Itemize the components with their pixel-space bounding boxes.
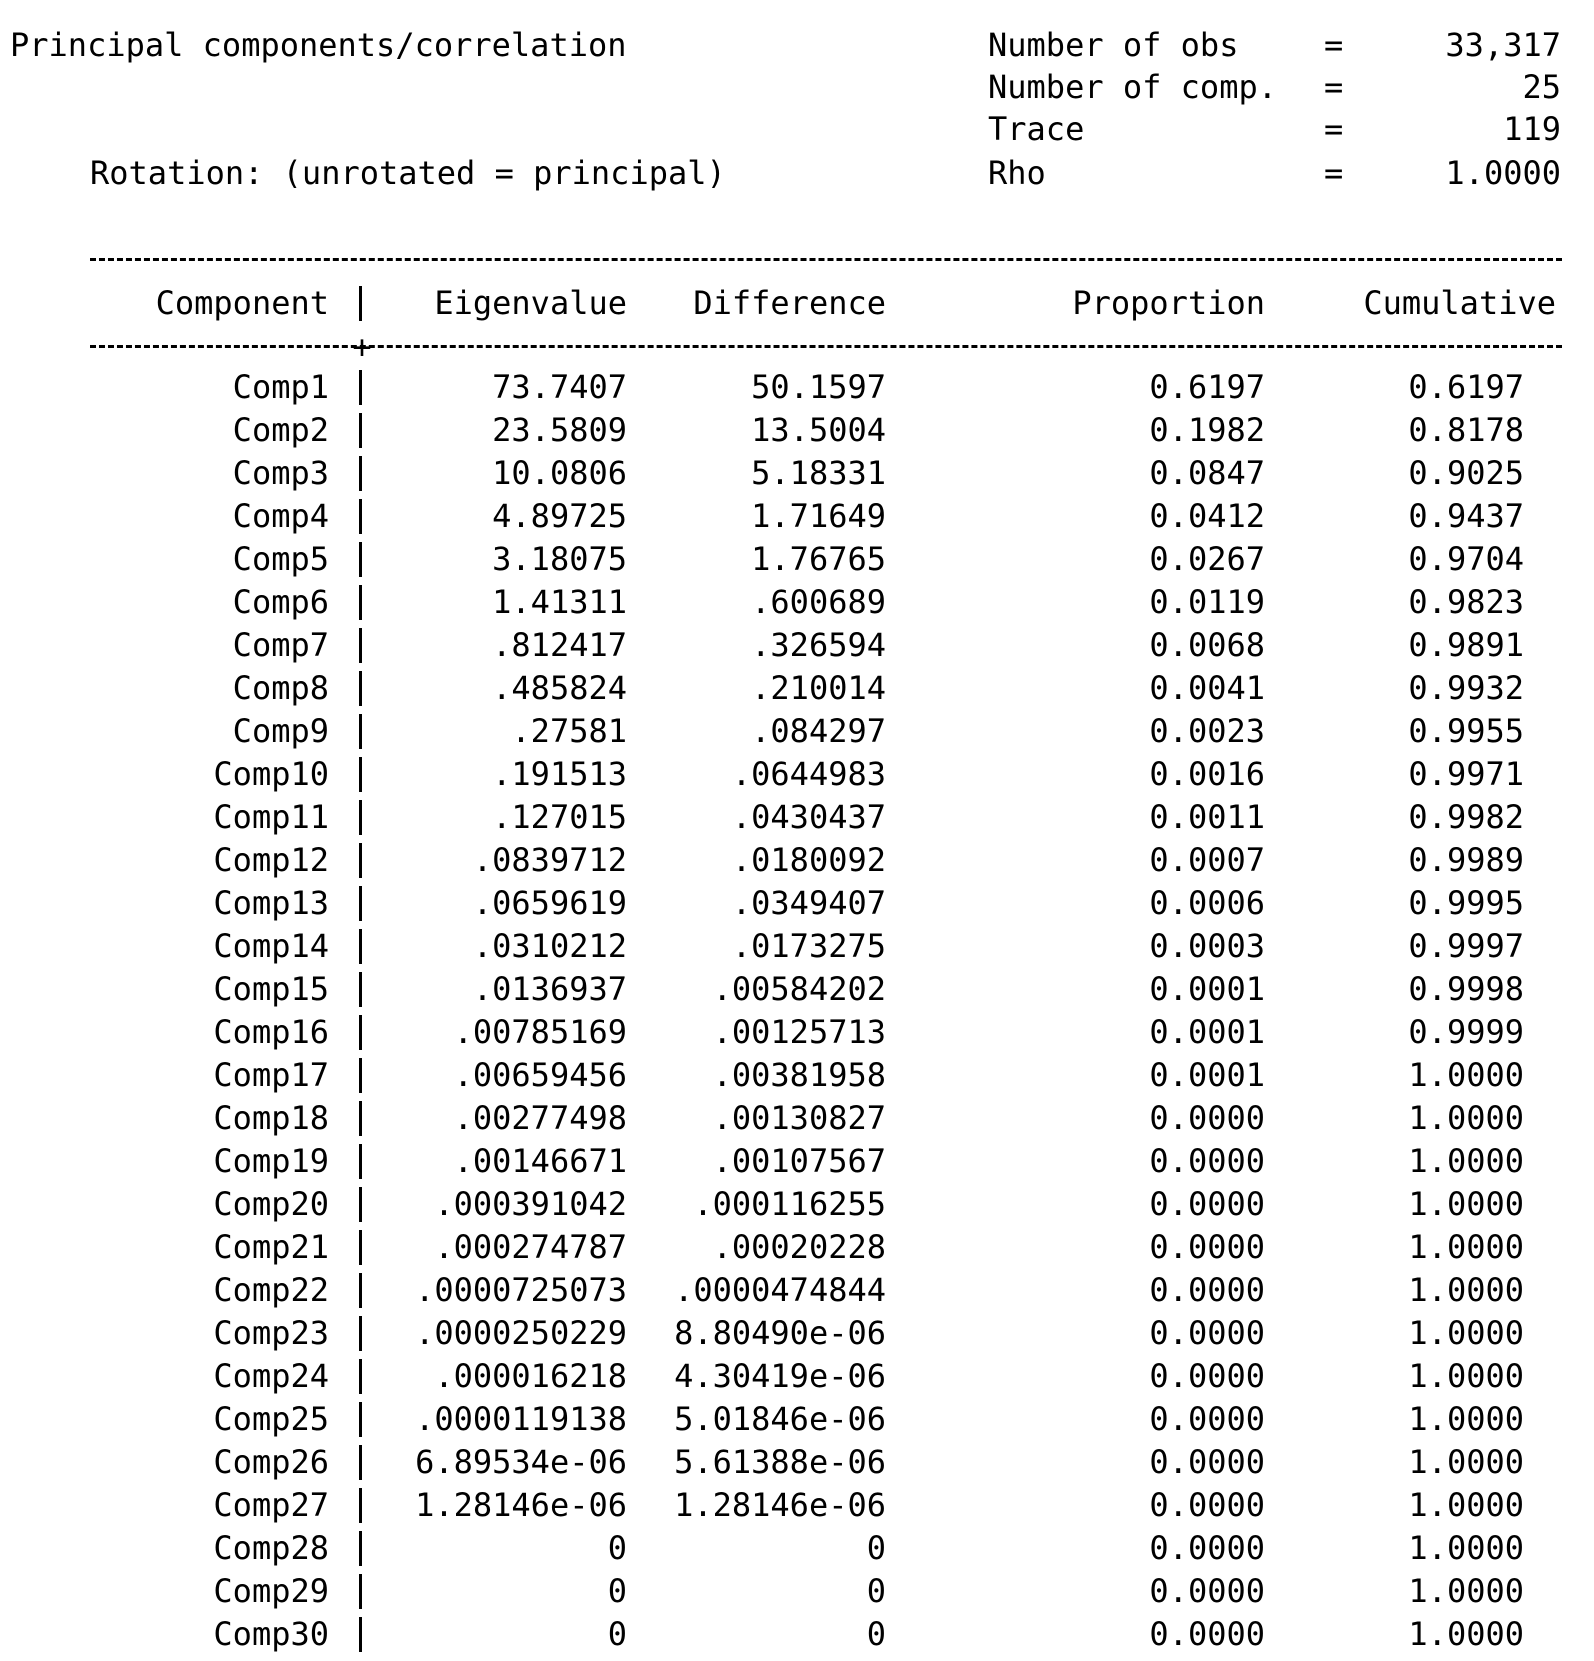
cell-proportion: 0.0267: [1149, 540, 1265, 578]
table-header-rule: [90, 345, 1562, 348]
cell-eigenvalue: 4.89725: [492, 497, 627, 535]
column-divider: [359, 843, 362, 878]
cell-cumulative: 0.9995: [1408, 884, 1524, 922]
cell-component: Comp26: [213, 1443, 329, 1481]
cell-difference: .0180092: [731, 841, 886, 879]
column-divider: [359, 800, 362, 835]
cell-difference: .0173275: [731, 927, 886, 965]
table-row: [0, 1613, 1594, 1656]
table-row: [0, 1398, 1594, 1441]
stat-value-comp: 25: [1522, 68, 1561, 106]
cell-eigenvalue: .0659619: [472, 884, 627, 922]
cell-eigenvalue: 3.18075: [492, 540, 627, 578]
output-title: Principal components/correlation: [10, 26, 627, 64]
cell-component: Comp13: [213, 884, 329, 922]
column-divider: [359, 671, 362, 706]
table-row: [0, 1054, 1594, 1097]
cell-proportion: 0.0006: [1149, 884, 1265, 922]
cell-cumulative: 0.9704: [1408, 540, 1524, 578]
table-row: [0, 1011, 1594, 1054]
table-header: [0, 282, 1594, 325]
column-divider: [359, 886, 362, 921]
cell-component: Comp15: [213, 970, 329, 1008]
cell-component: Comp10: [213, 755, 329, 793]
column-divider: [359, 1402, 362, 1437]
cell-proportion: 0.0000: [1149, 1185, 1265, 1223]
cell-eigenvalue: 0: [607, 1529, 627, 1567]
cell-cumulative: 1.0000: [1408, 1228, 1524, 1266]
cell-component: Comp21: [213, 1228, 329, 1266]
cell-eigenvalue: .27581: [511, 712, 627, 750]
cell-eigenvalue: .00277498: [453, 1099, 627, 1137]
column-divider: [359, 370, 362, 405]
column-divider: [359, 1230, 362, 1265]
table-row: [0, 839, 1594, 882]
cell-proportion: 0.0007: [1149, 841, 1265, 879]
cell-difference: 8.80490e-06: [674, 1314, 886, 1352]
column-divider: [359, 972, 362, 1007]
column-divider: [359, 1273, 362, 1308]
column-divider: [359, 1359, 362, 1394]
cell-proportion: 0.0000: [1149, 1228, 1265, 1266]
cell-eigenvalue: 1.41311: [492, 583, 627, 621]
column-divider: [359, 413, 362, 448]
table-row: [0, 796, 1594, 839]
cell-eigenvalue: 73.7407: [492, 368, 627, 406]
cell-proportion: 0.0003: [1149, 927, 1265, 965]
header-component: Component: [155, 284, 329, 322]
cell-component: Comp11: [213, 798, 329, 836]
cell-component: Comp30: [213, 1615, 329, 1653]
column-divider: [359, 585, 362, 620]
cell-cumulative: 1.0000: [1408, 1056, 1524, 1094]
stat-value-trace: 119: [1503, 110, 1561, 148]
cell-proportion: 0.0011: [1149, 798, 1265, 836]
cell-difference: .000116255: [693, 1185, 886, 1223]
cell-cumulative: 1.0000: [1408, 1529, 1524, 1567]
cell-proportion: 0.0023: [1149, 712, 1265, 750]
cell-cumulative: 0.9999: [1408, 1013, 1524, 1051]
cell-difference: .00107567: [712, 1142, 886, 1180]
cell-proportion: 0.0412: [1149, 497, 1265, 535]
cell-component: Comp5: [232, 540, 329, 578]
cell-component: Comp2: [232, 411, 329, 449]
cell-component: Comp23: [213, 1314, 329, 1352]
column-divider: [359, 1015, 362, 1050]
table-row: [0, 710, 1594, 753]
cell-eigenvalue: 10.0806: [492, 454, 627, 492]
column-divider: [359, 929, 362, 964]
rotation-label: Rotation: (unrotated = principal): [90, 154, 726, 192]
cell-eigenvalue: .000016218: [434, 1357, 627, 1395]
cell-difference: .084297: [751, 712, 886, 750]
cell-component: Comp14: [213, 927, 329, 965]
cell-component: Comp1: [232, 368, 329, 406]
table-row: [0, 1441, 1594, 1484]
cell-proportion: 0.0001: [1149, 970, 1265, 1008]
cell-component: Comp17: [213, 1056, 329, 1094]
cell-cumulative: 1.0000: [1408, 1400, 1524, 1438]
cell-proportion: 0.0001: [1149, 1013, 1265, 1051]
table-row: [0, 1570, 1594, 1613]
table-row: [0, 1183, 1594, 1226]
cell-difference: .0430437: [731, 798, 886, 836]
table-row: [0, 925, 1594, 968]
cell-cumulative: 1.0000: [1408, 1357, 1524, 1395]
cell-eigenvalue: .485824: [492, 669, 627, 707]
column-divider: [359, 757, 362, 792]
cell-component: Comp4: [232, 497, 329, 535]
cell-cumulative: 0.9437: [1408, 497, 1524, 535]
cell-eigenvalue: .0000119138: [415, 1400, 627, 1438]
cell-component: Comp16: [213, 1013, 329, 1051]
cell-proportion: 0.0000: [1149, 1099, 1265, 1137]
cell-proportion: 0.0000: [1149, 1357, 1265, 1395]
cell-component: Comp29: [213, 1572, 329, 1610]
cell-cumulative: 0.9982: [1408, 798, 1524, 836]
cell-difference: .00020228: [712, 1228, 886, 1266]
cell-cumulative: 0.6197: [1408, 368, 1524, 406]
cell-component: Comp12: [213, 841, 329, 879]
cell-eigenvalue: 1.28146e-06: [415, 1486, 627, 1524]
cell-proportion: 0.0016: [1149, 755, 1265, 793]
cell-proportion: 0.0000: [1149, 1572, 1265, 1610]
cell-difference: .326594: [751, 626, 886, 664]
cell-component: Comp3: [232, 454, 329, 492]
cell-cumulative: 0.9971: [1408, 755, 1524, 793]
cell-cumulative: 0.9823: [1408, 583, 1524, 621]
table-row: [0, 581, 1594, 624]
column-divider: [359, 1574, 362, 1609]
cell-eigenvalue: 6.89534e-06: [415, 1443, 627, 1481]
cell-proportion: 0.0000: [1149, 1486, 1265, 1524]
table-row: [0, 366, 1594, 409]
cell-eigenvalue: .000274787: [434, 1228, 627, 1266]
table-row: [0, 1312, 1594, 1355]
cell-eigenvalue: .0310212: [472, 927, 627, 965]
header-difference: Difference: [693, 284, 886, 322]
cell-eigenvalue: 23.5809: [492, 411, 627, 449]
cell-component: Comp19: [213, 1142, 329, 1180]
cell-cumulative: 1.0000: [1408, 1572, 1524, 1610]
table-row: [0, 409, 1594, 452]
cell-eigenvalue: .0000725073: [415, 1271, 627, 1309]
cell-proportion: 0.0847: [1149, 454, 1265, 492]
cell-difference: .0349407: [731, 884, 886, 922]
cell-component: Comp27: [213, 1486, 329, 1524]
cell-component: Comp18: [213, 1099, 329, 1137]
cell-difference: 1.71649: [751, 497, 886, 535]
stat-label-obs: Number of obs: [988, 26, 1239, 64]
table-row: [0, 495, 1594, 538]
cell-cumulative: 0.9025: [1408, 454, 1524, 492]
cell-proportion: 0.6197: [1149, 368, 1265, 406]
column-divider: [359, 714, 362, 749]
cell-component: Comp9: [232, 712, 329, 750]
cell-proportion: 0.0001: [1149, 1056, 1265, 1094]
table-row: [0, 624, 1594, 667]
cell-component: Comp8: [232, 669, 329, 707]
cell-cumulative: 1.0000: [1408, 1142, 1524, 1180]
cell-eigenvalue: .191513: [492, 755, 627, 793]
cell-difference: .00584202: [712, 970, 886, 1008]
table-row: [0, 538, 1594, 581]
column-divider: [359, 628, 362, 663]
cell-difference: 13.5004: [751, 411, 886, 449]
column-divider: [359, 1445, 362, 1480]
column-divider: [359, 1488, 362, 1523]
stat-equals: =: [1324, 154, 1344, 192]
table-row: [0, 1269, 1594, 1312]
cell-eigenvalue: .0000250229: [415, 1314, 627, 1352]
stat-equals: =: [1324, 26, 1344, 64]
table-rule-junction: +: [352, 328, 372, 366]
cell-cumulative: 1.0000: [1408, 1486, 1524, 1524]
cell-difference: 1.76765: [751, 540, 886, 578]
cell-proportion: 0.0000: [1149, 1615, 1265, 1653]
table-row: [0, 667, 1594, 710]
cell-eigenvalue: 0: [607, 1615, 627, 1653]
cell-component: Comp7: [232, 626, 329, 664]
column-divider: [359, 499, 362, 534]
cell-difference: 50.1597: [751, 368, 886, 406]
cell-difference: 0: [866, 1572, 886, 1610]
column-divider: [359, 456, 362, 491]
cell-eigenvalue: .00659456: [453, 1056, 627, 1094]
cell-cumulative: 1.0000: [1408, 1314, 1524, 1352]
cell-component: Comp22: [213, 1271, 329, 1309]
table-body: [0, 366, 1594, 1656]
cell-eigenvalue: .000391042: [434, 1185, 627, 1223]
cell-component: Comp28: [213, 1529, 329, 1567]
column-divider: [359, 542, 362, 577]
stat-equals: =: [1324, 68, 1344, 106]
cell-eigenvalue: .127015: [492, 798, 627, 836]
table-row: [0, 452, 1594, 495]
cell-proportion: 0.0000: [1149, 1314, 1265, 1352]
cell-difference: .00125713: [712, 1013, 886, 1051]
cell-proportion: 0.1982: [1149, 411, 1265, 449]
table-row: [0, 1097, 1594, 1140]
table-row: [0, 1140, 1594, 1183]
cell-eigenvalue: .0839712: [472, 841, 627, 879]
table-row: [0, 1527, 1594, 1570]
cell-component: Comp20: [213, 1185, 329, 1223]
cell-component: Comp24: [213, 1357, 329, 1395]
cell-difference: .0644983: [731, 755, 886, 793]
stat-label-trace: Trace: [988, 110, 1085, 148]
column-divider: [359, 1101, 362, 1136]
cell-difference: .00130827: [712, 1099, 886, 1137]
stat-value-obs: 33,317: [1445, 26, 1561, 64]
cell-proportion: 0.0000: [1149, 1142, 1265, 1180]
cell-proportion: 0.0000: [1149, 1443, 1265, 1481]
cell-cumulative: 1.0000: [1408, 1271, 1524, 1309]
cell-difference: 5.18331: [751, 454, 886, 492]
column-divider: [359, 1617, 362, 1652]
stat-value-rho: 1.0000: [1445, 154, 1561, 192]
cell-proportion: 0.0000: [1149, 1400, 1265, 1438]
cell-eigenvalue: .0136937: [472, 970, 627, 1008]
column-divider: [359, 1187, 362, 1222]
cell-proportion: 0.0119: [1149, 583, 1265, 621]
cell-difference: 4.30419e-06: [674, 1357, 886, 1395]
cell-cumulative: 0.9891: [1408, 626, 1524, 664]
table-row: [0, 1355, 1594, 1398]
cell-eigenvalue: .00785169: [453, 1013, 627, 1051]
cell-cumulative: 0.9932: [1408, 669, 1524, 707]
table-top-rule: [90, 258, 1562, 261]
table-row: [0, 753, 1594, 796]
column-divider: [359, 1316, 362, 1351]
table-row: [0, 1226, 1594, 1269]
cell-cumulative: 0.9997: [1408, 927, 1524, 965]
stat-label-rho: Rho: [988, 154, 1046, 192]
column-divider: [359, 1531, 362, 1566]
cell-proportion: 0.0068: [1149, 626, 1265, 664]
cell-cumulative: 0.8178: [1408, 411, 1524, 449]
cell-cumulative: 0.9998: [1408, 970, 1524, 1008]
table-row: [0, 1484, 1594, 1527]
cell-cumulative: 1.0000: [1408, 1615, 1524, 1653]
header-proportion: Proportion: [1072, 284, 1265, 322]
header-cumulative: Cumulative: [1363, 284, 1556, 322]
column-divider: [359, 1144, 362, 1179]
cell-component: Comp6: [232, 583, 329, 621]
cell-eigenvalue: .00146671: [453, 1142, 627, 1180]
cell-difference: 0: [866, 1615, 886, 1653]
cell-proportion: 0.0000: [1149, 1271, 1265, 1309]
column-divider: [359, 286, 362, 321]
stat-equals: =: [1324, 110, 1344, 148]
stat-label-comp: Number of comp.: [988, 68, 1277, 106]
header-eigenvalue: Eigenvalue: [434, 284, 627, 322]
cell-proportion: 0.0041: [1149, 669, 1265, 707]
cell-difference: .0000474844: [674, 1271, 886, 1309]
cell-cumulative: 0.9955: [1408, 712, 1524, 750]
cell-cumulative: 1.0000: [1408, 1443, 1524, 1481]
column-divider: [359, 1058, 362, 1093]
cell-cumulative: 1.0000: [1408, 1185, 1524, 1223]
cell-difference: 1.28146e-06: [674, 1486, 886, 1524]
cell-difference: 5.01846e-06: [674, 1400, 886, 1438]
cell-cumulative: 0.9989: [1408, 841, 1524, 879]
cell-eigenvalue: 0: [607, 1572, 627, 1610]
table-row: [0, 882, 1594, 925]
cell-difference: .600689: [751, 583, 886, 621]
table-row: [0, 968, 1594, 1011]
cell-difference: 5.61388e-06: [674, 1443, 886, 1481]
cell-difference: 0: [866, 1529, 886, 1567]
cell-difference: .00381958: [712, 1056, 886, 1094]
cell-difference: .210014: [751, 669, 886, 707]
cell-eigenvalue: .812417: [492, 626, 627, 664]
cell-proportion: 0.0000: [1149, 1529, 1265, 1567]
cell-cumulative: 1.0000: [1408, 1099, 1524, 1137]
cell-component: Comp25: [213, 1400, 329, 1438]
